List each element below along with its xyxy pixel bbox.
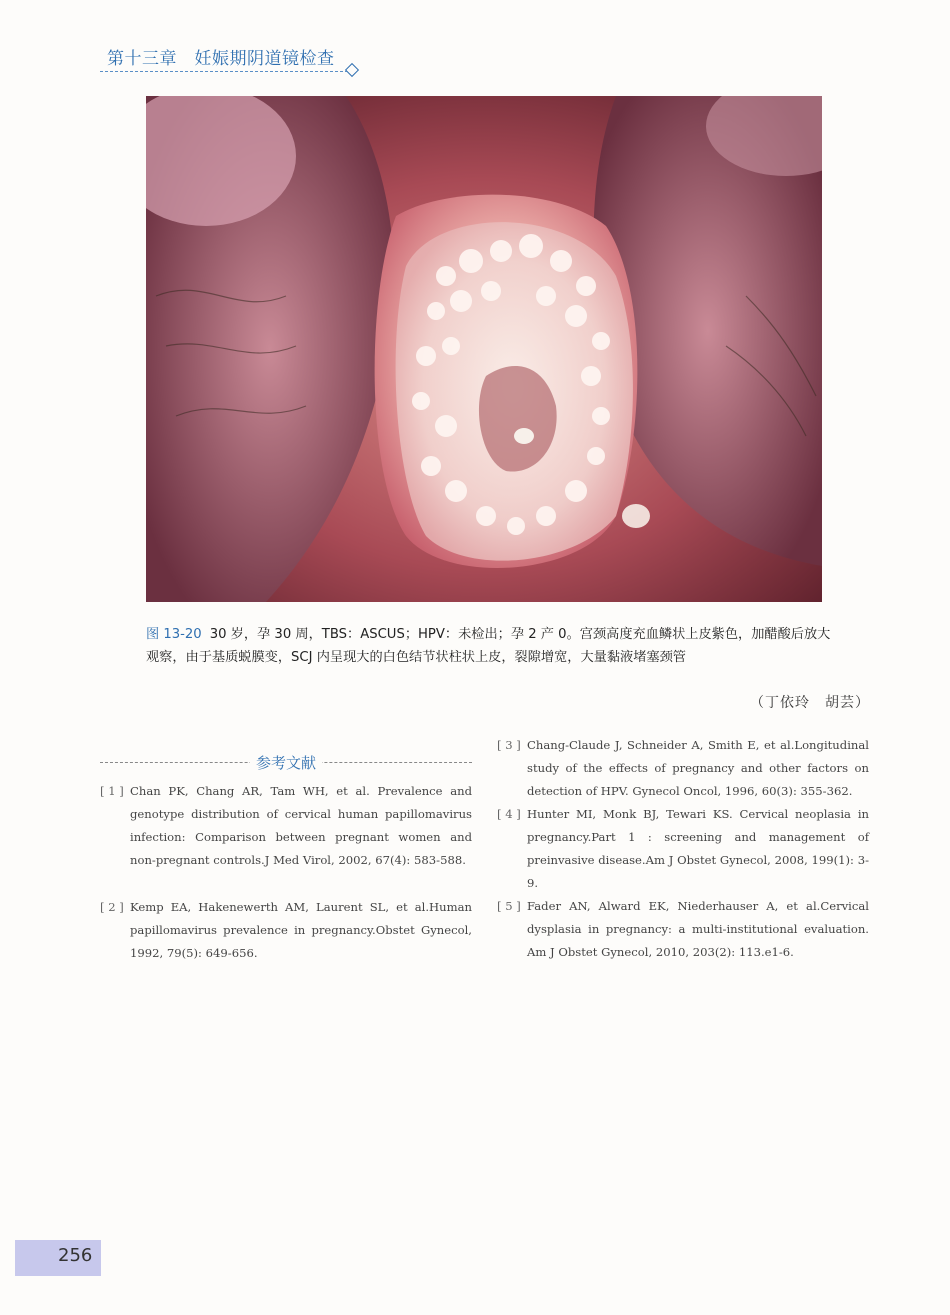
reference-item-3 bbox=[497, 734, 869, 803]
reference-text: Fader AN, Alward EK, Niederhauser A, et al.Cervical dysplasia in pregnancy: a multi-institutional evaluation. Am J Obstet Gynecol, 2010, 203(2): 113.e1-6. bbox=[527, 899, 869, 959]
page-number: 256 bbox=[58, 1245, 93, 1266]
reference-text: Chang-Claude J, Schneider A, Smith E, et al.Longitudinal study of the effects of pregnancy and other factors on detection of HPV. Gynecol Oncol, 1996, 60(3): 355-362. bbox=[527, 738, 869, 798]
references-heading-block bbox=[100, 752, 472, 772]
reference-number: [ 5 ] bbox=[497, 899, 521, 913]
chapter-header: 第十三章 妊娠期阴道镜检查 bbox=[107, 49, 335, 69]
reference-number: [ 1 ] bbox=[100, 784, 124, 798]
authors: （丁依玲 胡芸） bbox=[750, 695, 870, 711]
header-divider bbox=[100, 71, 348, 72]
reference-text: Hunter MI, Monk BJ, Tewari KS. Cervical neoplasia in pregnancy.Part 1 : screening and management of preinvasive disease.Am J Obstet Gynecol, 2008, 199(1): 3-9. bbox=[527, 807, 869, 890]
reference-text: Chan PK, Chang AR, Tam WH, et al. Prevalence and genotype distribution of cervical human papillomavirus infection: Comparison between pregnant women and non-pregnant controls.J Med Virol, 2002, 67(4): 583-588. bbox=[130, 784, 472, 867]
references-heading: 参考文献 bbox=[100, 752, 472, 773]
figure-caption bbox=[146, 623, 836, 669]
figure-caption-text: 30 岁，孕 30 周，TBS：ASCUS；HPV：未检出；孕 2 产 0。宫颈高度充血鳞状上皮紫色，加醋酸后放大观察，由于基质蜕膜变，SCJ 内呈现大的白色结节状柱状上皮，裂隙增宽，大量黏液堵塞颈管 bbox=[146, 627, 831, 665]
reference-number: [ 4 ] bbox=[497, 807, 521, 821]
reference-number: [ 3 ] bbox=[497, 738, 521, 752]
reference-item-2 bbox=[100, 896, 472, 965]
figure-label: 图 13-20 bbox=[146, 627, 202, 642]
reference-item-4 bbox=[497, 803, 869, 895]
diamond-ornament-icon bbox=[345, 63, 359, 77]
reference-item-1 bbox=[100, 780, 472, 872]
reference-text: Kemp EA, Hakenewerth AM, Laurent SL, et al.Human papillomavirus prevalence in pregnancy.Obstet Gynecol, 1992, 79(5): 649-656. bbox=[130, 900, 472, 960]
colposcopy-photo bbox=[146, 96, 822, 602]
reference-item-5 bbox=[497, 895, 869, 964]
reference-number: [ 2 ] bbox=[100, 900, 124, 914]
